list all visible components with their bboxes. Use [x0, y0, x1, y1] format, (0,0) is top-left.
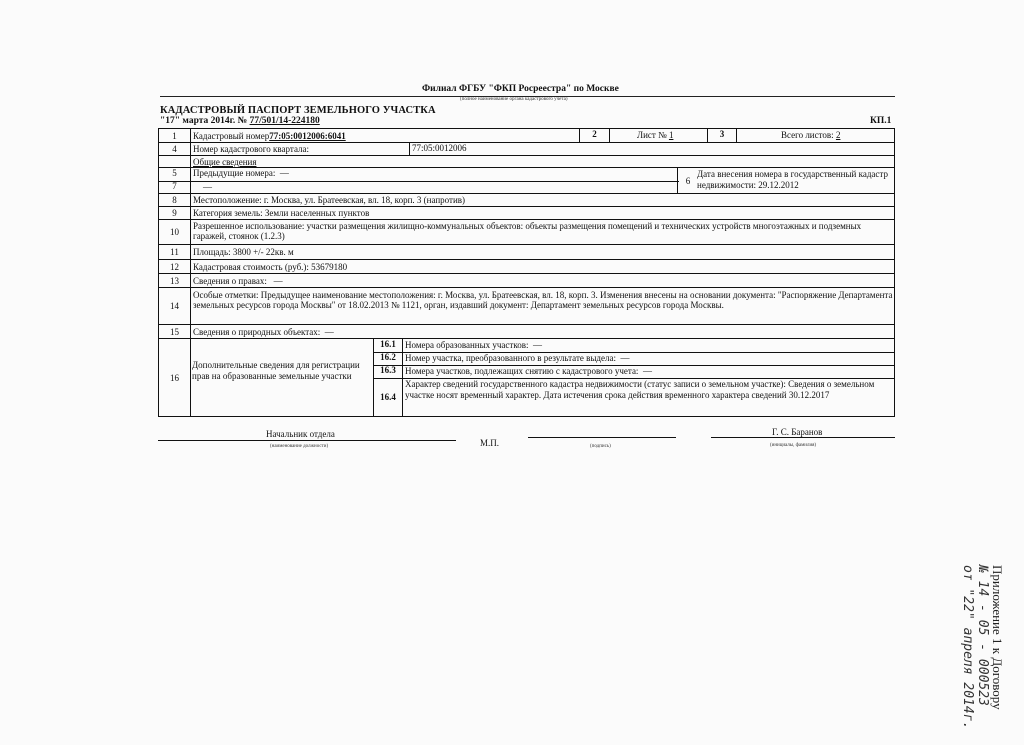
row-permitted-use	[159, 220, 894, 245]
row-number: 16	[159, 339, 191, 416]
natural-objects-label: Сведения о природных объектах:	[193, 326, 321, 337]
sheet-value: 1	[668, 130, 674, 140]
subrow-value: —	[533, 340, 543, 350]
row-rights	[159, 274, 894, 288]
cadastral-table	[158, 128, 895, 417]
subrow-16-2	[374, 352, 894, 366]
number-entry-date: Дата внесения номера в государственный кадастр недвижимости: 29.12.2012	[697, 169, 888, 190]
sheet-box-number: 2	[592, 129, 597, 139]
cadastral-number-value: 77:05:0012006:6041	[269, 130, 346, 141]
cadastral-number-label: Кадастровый номер	[193, 130, 270, 141]
rights-value: —	[273, 275, 283, 286]
subrow-16-3	[374, 365, 894, 379]
row-previous-numbers	[159, 168, 894, 194]
stamp-label: М.П.	[480, 438, 500, 448]
row-special-notes	[159, 288, 894, 325]
row-7-value: —	[203, 182, 212, 192]
sign-caption: (подпись)	[590, 444, 611, 449]
organization-caption: (полное наименование органа кадастрового учета)	[460, 97, 568, 102]
natural-objects-value: —	[324, 326, 334, 337]
document-number: 77/501/14-224180	[249, 116, 320, 126]
subrow-number: 16.2	[374, 352, 403, 365]
subrow-number: 16.1	[374, 339, 403, 352]
name-line	[711, 437, 895, 438]
row-natural-objects	[159, 325, 894, 339]
row-number: 7	[159, 181, 191, 193]
quarter-label: Номер кадастрового квартала:	[193, 144, 309, 154]
land-category-text: Категория земель: Земли населенных пунктов	[193, 208, 370, 218]
row-number: 13	[159, 274, 191, 287]
row-number: 4	[159, 143, 191, 155]
document-title: КАДАСТРОВЫЙ ПАСПОРТ ЗЕМЕЛЬНОГО УЧАСТКА	[160, 105, 436, 116]
row-location	[159, 194, 894, 207]
margin-note	[960, 565, 1005, 729]
margin-note-line1: Приложение 1 к Договору	[990, 565, 1005, 710]
row-additional-info	[159, 339, 894, 416]
row-number: 8	[159, 194, 191, 206]
row-number: 12	[159, 260, 191, 273]
total-sheets	[781, 130, 840, 140]
document-date: "17" марта 2014г. №	[160, 116, 250, 126]
subrow-text: Номера образованных участков:	[405, 340, 529, 350]
position-line	[158, 440, 456, 441]
organization-name: Филиал ФГБУ "ФКП Росреестра" по Москве	[422, 84, 619, 94]
subrow-text: Номер участка, преобразованного в результате выдела:	[405, 353, 616, 363]
row-general-info	[159, 156, 894, 168]
additional-info-label: Дополнительные сведения для регистрации прав на образованные земельные участки	[192, 360, 360, 381]
total-box-number: 3	[719, 129, 725, 139]
total-label: Всего листов:	[781, 130, 836, 140]
subrow-value: —	[642, 366, 652, 376]
subrow-text: Номера участков, подлежащих снятию с кадастрового учета:	[405, 366, 639, 376]
signer-name: Г. С. Баранов	[772, 427, 823, 437]
quarter-value-cell	[409, 143, 467, 155]
position-caption: (наименование должности)	[270, 444, 329, 449]
quarter-value: 77:05:0012006	[412, 143, 467, 153]
subrow-number: 16.4	[374, 378, 403, 416]
general-info-label: Общие сведения	[193, 156, 257, 167]
sheet-number	[637, 130, 673, 140]
row-number: 11	[159, 245, 191, 259]
form-code: КП.1	[870, 116, 892, 126]
row-number: 15	[159, 325, 191, 338]
row-number: 6	[677, 168, 698, 193]
cadastral-value-text: Кадастровая стоимость (руб.): 53679180	[193, 261, 348, 272]
row-land-category	[159, 207, 894, 220]
row-number: 14	[159, 288, 191, 324]
total-value: 2	[835, 130, 841, 140]
subrow-16-4	[374, 378, 894, 416]
permitted-use-text: Разрешенное использование: участки размещения жилищно-коммунальных объектов: объекты размещения помещений и технических устройств многоэтажных и подземных гаражей, стоянок (1.2.3)	[193, 221, 862, 241]
subrow-16-1	[374, 339, 894, 353]
name-caption: (инициалы, фамилия)	[770, 443, 817, 448]
margin-note-line3: от "22" апреля 2014г.	[960, 565, 975, 730]
subrow-text: Характер сведений государственного кадастра недвижимости (статус записи о земельном участке): Сведения о земельном участке носят временный характер. Дата истечения срока действия временного характера сведений 30.12.2017	[405, 379, 875, 400]
area-text: Площадь: 3800 +/- 22кв. м	[193, 247, 294, 257]
row-cadastral-number	[159, 129, 894, 143]
margin-note-line2: № 14 - 05 - 000523	[975, 565, 990, 706]
row-number: 1	[159, 129, 191, 142]
sheet-box	[579, 129, 610, 142]
previous-numbers-value: —	[279, 168, 289, 178]
signature-position: Начальник отдела	[266, 429, 335, 439]
subrow-number: 16.3	[374, 365, 403, 378]
subrows	[373, 339, 894, 416]
location-text: Местоположение: г. Москва, ул. Братеевская, вл. 18, корп. 3 (напротив)	[193, 195, 466, 205]
document-date-number	[160, 116, 320, 126]
row-cadastral-quarter	[159, 143, 894, 156]
organization-header	[160, 84, 895, 96]
sheet-label: Лист №	[637, 130, 669, 140]
subrow-value: —	[620, 353, 630, 363]
row-number: 10	[159, 220, 191, 244]
previous-numbers-label: Предыдущие номера:	[193, 168, 276, 178]
row-number: 5	[159, 168, 191, 182]
row-number: 9	[159, 207, 191, 219]
row-area	[159, 245, 894, 260]
row-cadastral-value	[159, 260, 894, 274]
sign-line	[528, 437, 676, 438]
total-box	[707, 129, 737, 142]
rights-label: Сведения о правах:	[193, 275, 267, 286]
special-notes-text: Особые отметки: Предыдущее наименование местоположения: г. Москва, ул. Братеевская, вл. 18, корп. 3. Изменения внесены на основании документа: "Распоряжение Департамента земельных ресурсов города Москвы" от 18.02.2013 № 1121, орган, издавший документ: Департамент земельных ресурсов города Москвы.	[193, 290, 893, 310]
